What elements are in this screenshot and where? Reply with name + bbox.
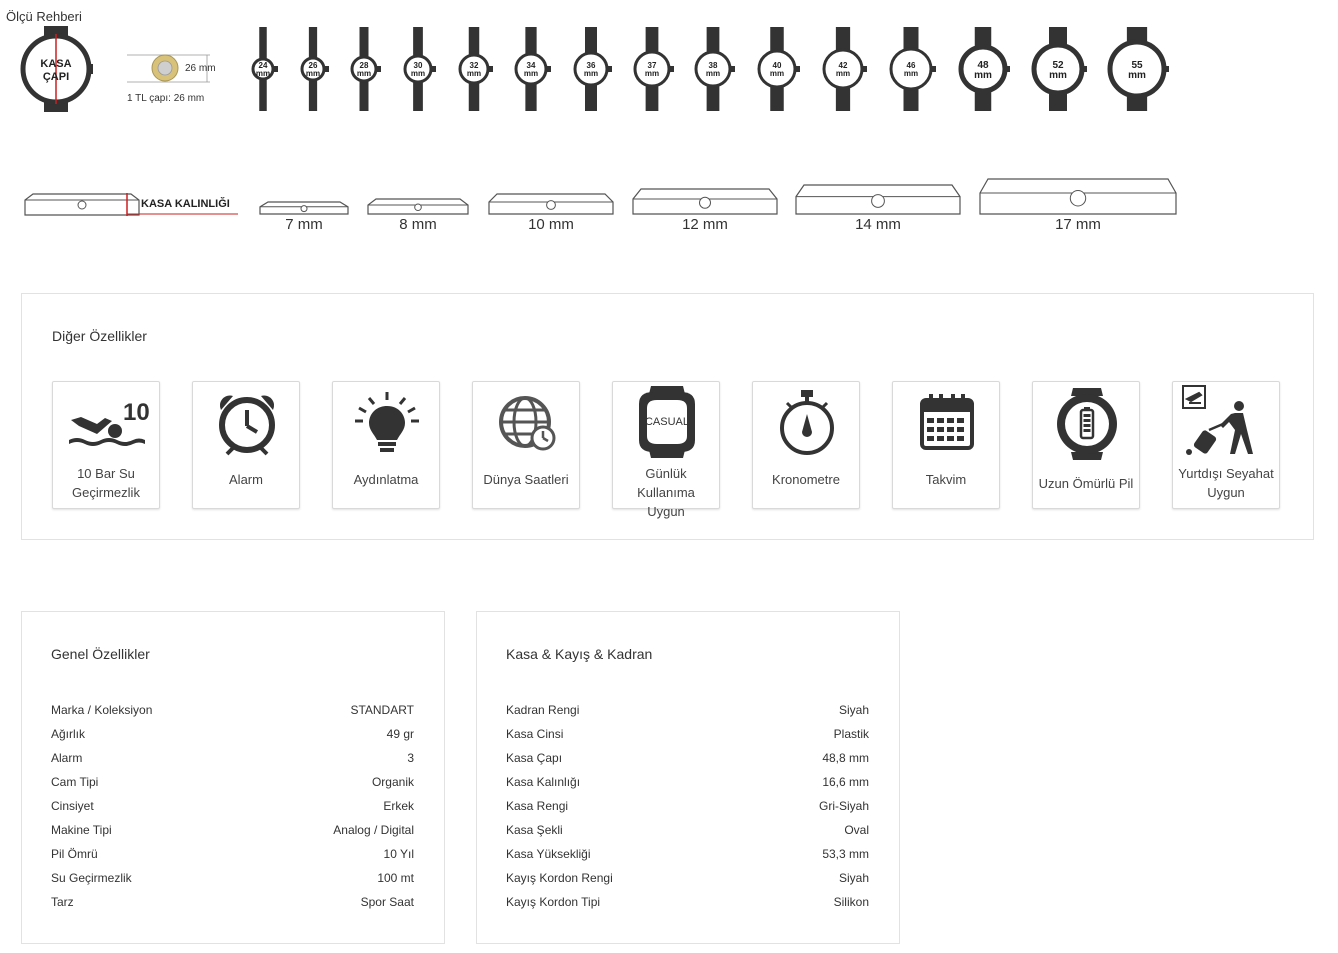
spec-row — [506, 700, 869, 724]
thickness-value-label: 10 mm — [528, 216, 574, 233]
watch-size-unit: mm — [410, 69, 426, 78]
feature-label: Dünya Saatleri — [483, 472, 569, 487]
watch-size-icon — [405, 27, 436, 111]
battery-watch-icon — [1047, 386, 1127, 462]
feature-water-resistance — [52, 381, 160, 509]
watch-size-unit: mm — [974, 70, 992, 81]
thickness-value-label: 8 mm — [399, 216, 437, 233]
feature-label: Günlük Kullanıma Uygun — [637, 466, 695, 519]
case-specs-list — [506, 700, 869, 916]
spec-value: 16,6 mm — [822, 775, 869, 789]
general-specs-panel — [21, 611, 445, 944]
watch-size-number: 28 — [359, 61, 369, 70]
spec-value: 48,8 mm — [822, 751, 869, 765]
spec-value: Gri-Siyah — [818, 799, 869, 813]
spec-value: Plastik — [833, 727, 869, 741]
spec-value: 49 gr — [386, 727, 414, 741]
case-thickness-icon — [796, 185, 960, 214]
case-thickness-icon — [260, 202, 348, 214]
feature-alarm — [192, 381, 300, 509]
reference-watch-icon — [23, 26, 93, 112]
watch-size-number: 36 — [586, 61, 596, 70]
watch-size-number: 24 — [258, 61, 268, 70]
spec-row — [51, 820, 414, 844]
spec-row — [51, 796, 414, 820]
size-guide-title: Ölçü Rehberi — [6, 9, 82, 24]
spec-row — [506, 772, 869, 796]
case-specs-panel — [476, 611, 900, 944]
spec-row — [506, 724, 869, 748]
coin-caption: 1 TL çapı: 26 mm — [127, 93, 205, 104]
thickness-value-label: 7 mm — [285, 216, 323, 233]
spec-row — [51, 772, 414, 796]
watch-size-icon — [759, 27, 800, 111]
watch-size-number: 34 — [526, 61, 536, 70]
case-thickness-icon — [489, 194, 613, 214]
spec-value: 10 Yıl — [383, 847, 414, 861]
watch-size-icon — [253, 27, 278, 111]
watch-size-icon — [1110, 27, 1169, 111]
spec-row — [506, 748, 869, 772]
spec-row — [51, 748, 414, 772]
watch-size-unit: mm — [705, 69, 721, 78]
watch-size-icon — [516, 27, 551, 111]
watch-size-unit: mm — [356, 69, 372, 78]
spec-row — [51, 724, 414, 748]
spec-key: Marka / Koleksiyon — [51, 703, 153, 717]
watch-size-unit: mm — [835, 69, 851, 78]
spec-row — [506, 868, 869, 892]
watch-size-unit: mm — [769, 69, 785, 78]
case-thickness-icon — [980, 179, 1176, 214]
spec-value: Oval — [844, 823, 869, 837]
size-guide-graphic — [0, 0, 1338, 250]
spec-key: Kasa Şekli — [506, 823, 563, 837]
watch-size-unit: mm — [255, 69, 271, 78]
case-diameter-label: KASA — [40, 58, 72, 70]
swimmer-icon — [67, 388, 150, 458]
watch-size-icon — [575, 27, 612, 111]
watch-size-number: 32 — [469, 61, 479, 70]
spec-row — [51, 700, 414, 724]
watch-size-unit: mm — [1128, 70, 1146, 81]
spec-key: Cinsiyet — [51, 799, 94, 813]
world-time-icon — [487, 388, 567, 458]
spec-row — [506, 892, 869, 916]
spec-row — [51, 892, 414, 916]
spec-value: 100 mt — [377, 871, 414, 885]
thickness-label: KASA KALINLIĞI — [141, 198, 230, 210]
spec-value: Spor Saat — [360, 895, 414, 909]
feature-label: Aydınlatma — [353, 472, 419, 487]
watch-size-number: 40 — [772, 61, 782, 70]
watch-size-number: 30 — [413, 61, 423, 70]
watch-size-icon — [891, 27, 936, 111]
alarm-clock-icon — [207, 388, 287, 458]
feature-battery — [1032, 381, 1140, 509]
watch-size-icon — [635, 27, 674, 111]
spec-value: Siyah — [838, 871, 869, 885]
watch-size-number: 55 — [1131, 60, 1143, 71]
spec-row — [51, 868, 414, 892]
feature-label: Takvim — [925, 472, 967, 487]
thickness-value-label: 17 mm — [1055, 216, 1101, 233]
svg-text:CASUAL: CASUAL — [644, 416, 690, 428]
watch-size-icon — [352, 27, 381, 111]
watch-size-icon — [961, 27, 1010, 111]
feature-label: Alarm — [229, 472, 263, 487]
spec-key: Alarm — [51, 751, 83, 765]
watch-size-unit: mm — [466, 69, 482, 78]
case-diameter-label-2: ÇAPI — [42, 71, 70, 83]
svg-text:10: 10 — [123, 399, 150, 426]
feature-label: Uzun Ömürlü Pil — [1038, 476, 1134, 491]
spec-key: Kayış Kordon Tipi — [506, 895, 601, 909]
spec-value: Silikon — [833, 895, 869, 909]
case-thickness-icon — [633, 189, 777, 214]
spec-row — [506, 796, 869, 820]
feature-label: Yurtdışı Seyahat Uygun — [1178, 466, 1274, 500]
watch-size-unit: mm — [903, 69, 919, 78]
features-panel — [21, 293, 1314, 540]
general-specs-title: Genel Özellikler — [51, 646, 150, 662]
spec-key: Tarz — [51, 895, 74, 909]
traveler-icon — [1179, 384, 1259, 460]
spec-key: Cam Tipi — [51, 775, 99, 789]
watch-size-number: 38 — [708, 61, 718, 70]
spec-key: Kasa Rengi — [506, 799, 569, 813]
spec-key: Kasa Kalınlığı — [506, 775, 581, 789]
watch-size-icon — [696, 27, 735, 111]
spec-row — [506, 844, 869, 868]
watch-size-unit: mm — [583, 69, 599, 78]
spec-row — [51, 844, 414, 868]
spec-key: Kasa Yüksekliği — [506, 847, 591, 861]
spec-value: Erkek — [383, 799, 414, 813]
spec-key: Kayış Kordon Rengi — [506, 871, 613, 885]
watch-size-number: 26 — [308, 61, 318, 70]
coin-size: 26 mm — [185, 63, 216, 74]
light-bulb-icon — [347, 388, 427, 458]
watch-size-number: 46 — [906, 61, 916, 70]
case-thickness-icon — [368, 199, 468, 214]
spec-value: Organik — [371, 775, 414, 789]
spec-value: Siyah — [838, 703, 869, 717]
spec-key: Kasa Cinsi — [506, 727, 564, 741]
feature-light — [332, 381, 440, 509]
watch-size-icon — [302, 27, 329, 111]
spec-value: 53,3 mm — [822, 847, 869, 861]
case-specs-title: Kasa & Kayış & Kadran — [506, 646, 653, 662]
spec-value: STANDART — [350, 703, 414, 717]
feature-label: Kronometre — [772, 472, 840, 487]
feature-world-time — [472, 381, 580, 509]
casual-watch-icon — [627, 384, 707, 460]
spec-key: Kadran Rengi — [506, 703, 580, 717]
watch-size-number: 37 — [647, 61, 657, 70]
thickness-value-label: 14 mm — [855, 216, 901, 233]
watch-size-unit: mm — [523, 69, 539, 78]
watch-size-unit: mm — [305, 69, 321, 78]
watch-size-unit: mm — [644, 69, 660, 78]
watch-size-number: 52 — [1052, 60, 1064, 71]
calendar-icon — [907, 388, 987, 458]
stopwatch-icon — [767, 388, 847, 458]
feature-stopwatch — [752, 381, 860, 509]
spec-key: Makine Tipi — [51, 823, 112, 837]
watch-size-number: 48 — [977, 60, 989, 71]
watch-size-number: 42 — [838, 61, 848, 70]
general-specs-list — [51, 700, 414, 916]
spec-key: Pil Ömrü — [51, 847, 98, 861]
spec-value: Analog / Digital — [333, 823, 414, 837]
watch-size-unit: mm — [1049, 70, 1067, 81]
spec-value: 3 — [407, 751, 414, 765]
spec-key: Ağırlık — [51, 727, 86, 741]
features-title: Diğer Özellikler — [52, 328, 147, 344]
watch-size-icon — [460, 27, 493, 111]
spec-key: Su Geçirmezlik — [51, 871, 132, 885]
spec-key: Kasa Çapı — [506, 751, 563, 765]
watch-size-icon — [824, 27, 867, 111]
feature-label: 10 Bar Su Geçirmezlik — [72, 466, 140, 500]
feature-calendar — [892, 381, 1000, 509]
spec-row — [506, 820, 869, 844]
feature-casual — [612, 381, 720, 519]
thickness-value-label: 12 mm — [682, 216, 728, 233]
watch-size-icon — [1034, 27, 1087, 111]
feature-travel — [1172, 381, 1280, 509]
